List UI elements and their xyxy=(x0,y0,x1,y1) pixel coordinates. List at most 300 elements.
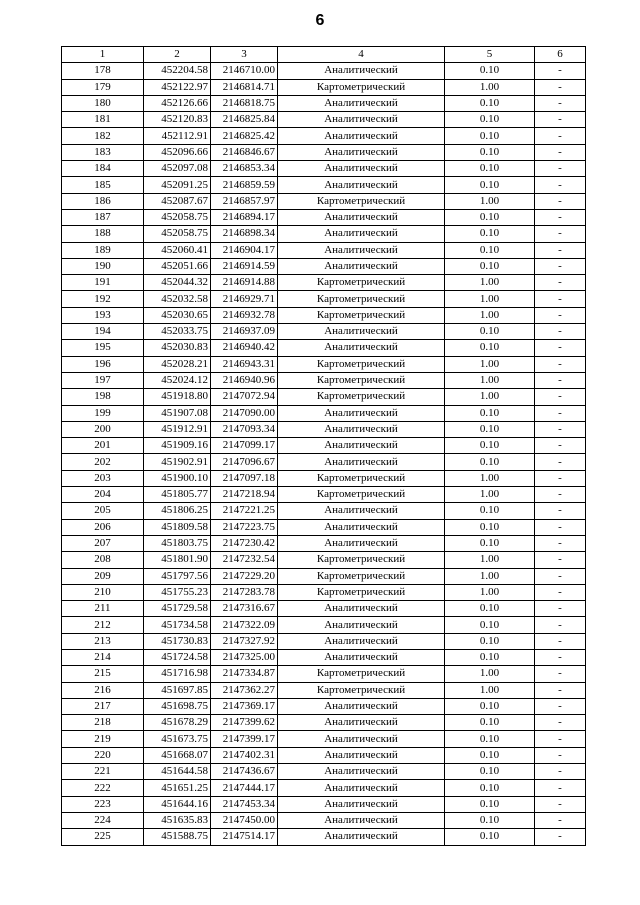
note-cell: - xyxy=(535,144,586,160)
point-number-cell: 221 xyxy=(62,764,144,780)
method-cell: Аналитический xyxy=(278,731,445,747)
method-cell: Картометрический xyxy=(278,193,445,209)
method-cell: Аналитический xyxy=(278,226,445,242)
y-coordinate-cell: 2146932.78 xyxy=(211,307,278,323)
table-row xyxy=(62,796,586,812)
table-row xyxy=(62,438,586,454)
method-cell: Аналитический xyxy=(278,209,445,225)
x-coordinate-cell: 452122.97 xyxy=(144,79,211,95)
table-row xyxy=(62,372,586,388)
method-cell: Аналитический xyxy=(278,112,445,128)
y-coordinate-cell: 2147369.17 xyxy=(211,698,278,714)
page-number: 6 xyxy=(315,12,325,29)
point-number-cell: 185 xyxy=(62,177,144,193)
table-row xyxy=(62,535,586,551)
accuracy-cell: 0.10 xyxy=(445,438,535,454)
x-coordinate-cell: 452030.65 xyxy=(144,307,211,323)
note-cell: - xyxy=(535,63,586,79)
note-cell: - xyxy=(535,503,586,519)
note-cell: - xyxy=(535,209,586,225)
x-coordinate-cell: 451644.58 xyxy=(144,764,211,780)
accuracy-cell: 0.10 xyxy=(445,519,535,535)
accuracy-cell: 0.10 xyxy=(445,601,535,617)
note-cell: - xyxy=(535,438,586,454)
accuracy-cell: 0.10 xyxy=(445,209,535,225)
y-coordinate-cell: 2147097.18 xyxy=(211,470,278,486)
x-coordinate-cell: 452087.67 xyxy=(144,193,211,209)
x-coordinate-cell: 452120.83 xyxy=(144,112,211,128)
y-coordinate-cell: 2146914.59 xyxy=(211,258,278,274)
note-cell: - xyxy=(535,275,586,291)
table-row xyxy=(62,454,586,470)
table-row xyxy=(62,487,586,503)
y-coordinate-cell: 2146814.71 xyxy=(211,79,278,95)
x-coordinate-cell: 452032.58 xyxy=(144,291,211,307)
y-coordinate-cell: 2147072.94 xyxy=(211,389,278,405)
y-coordinate-cell: 2147283.78 xyxy=(211,584,278,600)
y-coordinate-cell: 2146825.84 xyxy=(211,112,278,128)
y-coordinate-cell: 2147090.00 xyxy=(211,405,278,421)
y-coordinate-cell: 2146818.75 xyxy=(211,95,278,111)
x-coordinate-cell: 452058.75 xyxy=(144,209,211,225)
accuracy-cell: 0.10 xyxy=(445,780,535,796)
x-coordinate-cell: 451724.58 xyxy=(144,649,211,665)
table-row xyxy=(62,715,586,731)
accuracy-cell: 0.10 xyxy=(445,144,535,160)
x-coordinate-cell: 452033.75 xyxy=(144,324,211,340)
note-cell: - xyxy=(535,519,586,535)
point-number-cell: 197 xyxy=(62,372,144,388)
table-row xyxy=(62,519,586,535)
table-row xyxy=(62,242,586,258)
point-number-cell: 191 xyxy=(62,275,144,291)
x-coordinate-cell: 451730.83 xyxy=(144,633,211,649)
method-cell: Аналитический xyxy=(278,438,445,454)
y-coordinate-cell: 2146940.96 xyxy=(211,372,278,388)
point-number-cell: 208 xyxy=(62,552,144,568)
method-cell: Аналитический xyxy=(278,95,445,111)
x-coordinate-cell: 451668.07 xyxy=(144,747,211,763)
method-cell: Картометрический xyxy=(278,79,445,95)
note-cell: - xyxy=(535,307,586,323)
method-cell: Аналитический xyxy=(278,258,445,274)
table-row xyxy=(62,258,586,274)
method-cell: Аналитический xyxy=(278,601,445,617)
accuracy-cell: 1.00 xyxy=(445,372,535,388)
point-number-cell: 223 xyxy=(62,796,144,812)
accuracy-cell: 0.10 xyxy=(445,226,535,242)
method-cell: Аналитический xyxy=(278,324,445,340)
method-cell: Аналитический xyxy=(278,633,445,649)
accuracy-cell: 0.10 xyxy=(445,731,535,747)
table-row xyxy=(62,552,586,568)
x-coordinate-cell: 451673.75 xyxy=(144,731,211,747)
method-cell: Аналитический xyxy=(278,242,445,258)
y-coordinate-cell: 2147399.17 xyxy=(211,731,278,747)
x-coordinate-cell: 452051.66 xyxy=(144,258,211,274)
method-cell: Картометрический xyxy=(278,275,445,291)
point-number-cell: 207 xyxy=(62,535,144,551)
table-row xyxy=(62,829,586,845)
table-row xyxy=(62,177,586,193)
y-coordinate-cell: 2147334.87 xyxy=(211,666,278,682)
note-cell: - xyxy=(535,454,586,470)
table-row xyxy=(62,584,586,600)
column-header: 3 xyxy=(211,47,278,63)
y-coordinate-cell: 2146894.17 xyxy=(211,209,278,225)
y-coordinate-cell: 2147444.17 xyxy=(211,780,278,796)
method-cell: Аналитический xyxy=(278,812,445,828)
table-row xyxy=(62,747,586,763)
point-number-cell: 203 xyxy=(62,470,144,486)
y-coordinate-cell: 2147218.94 xyxy=(211,487,278,503)
point-number-cell: 181 xyxy=(62,112,144,128)
method-cell: Аналитический xyxy=(278,128,445,144)
method-cell: Картометрический xyxy=(278,487,445,503)
note-cell: - xyxy=(535,649,586,665)
method-cell: Аналитический xyxy=(278,698,445,714)
x-coordinate-cell: 451900.10 xyxy=(144,470,211,486)
point-number-cell: 209 xyxy=(62,568,144,584)
column-header: 2 xyxy=(144,47,211,63)
method-cell: Аналитический xyxy=(278,535,445,551)
y-coordinate-cell: 2147322.09 xyxy=(211,617,278,633)
accuracy-cell: 0.10 xyxy=(445,128,535,144)
table-row xyxy=(62,666,586,682)
note-cell: - xyxy=(535,552,586,568)
note-cell: - xyxy=(535,421,586,437)
accuracy-cell: 1.00 xyxy=(445,584,535,600)
table-row xyxy=(62,226,586,242)
table-body xyxy=(62,63,586,845)
x-coordinate-cell: 452028.21 xyxy=(144,356,211,372)
x-coordinate-cell: 451588.75 xyxy=(144,829,211,845)
accuracy-cell: 0.10 xyxy=(445,715,535,731)
accuracy-cell: 0.10 xyxy=(445,405,535,421)
column-header: 6 xyxy=(535,47,586,63)
y-coordinate-cell: 2147399.62 xyxy=(211,715,278,731)
method-cell: Картометрический xyxy=(278,389,445,405)
point-number-cell: 184 xyxy=(62,161,144,177)
table-row xyxy=(62,95,586,111)
note-cell: - xyxy=(535,731,586,747)
table-row xyxy=(62,356,586,372)
method-cell: Аналитический xyxy=(278,649,445,665)
accuracy-cell: 1.00 xyxy=(445,487,535,503)
accuracy-cell: 1.00 xyxy=(445,291,535,307)
table-row xyxy=(62,209,586,225)
accuracy-cell: 0.10 xyxy=(445,535,535,551)
accuracy-cell: 1.00 xyxy=(445,307,535,323)
note-cell: - xyxy=(535,372,586,388)
x-coordinate-cell: 451902.91 xyxy=(144,454,211,470)
x-coordinate-cell: 452024.12 xyxy=(144,372,211,388)
table-row xyxy=(62,112,586,128)
point-number-cell: 182 xyxy=(62,128,144,144)
accuracy-cell: 0.10 xyxy=(445,258,535,274)
y-coordinate-cell: 2147436.67 xyxy=(211,764,278,780)
note-cell: - xyxy=(535,796,586,812)
table-row xyxy=(62,617,586,633)
point-number-cell: 212 xyxy=(62,617,144,633)
note-cell: - xyxy=(535,812,586,828)
point-number-cell: 194 xyxy=(62,324,144,340)
method-cell: Аналитический xyxy=(278,519,445,535)
point-number-cell: 190 xyxy=(62,258,144,274)
y-coordinate-cell: 2147093.34 xyxy=(211,421,278,437)
method-cell: Картометрический xyxy=(278,584,445,600)
x-coordinate-cell: 451697.85 xyxy=(144,682,211,698)
method-cell: Картометрический xyxy=(278,372,445,388)
point-number-cell: 188 xyxy=(62,226,144,242)
method-cell: Картометрический xyxy=(278,682,445,698)
x-coordinate-cell: 452091.25 xyxy=(144,177,211,193)
table-row xyxy=(62,682,586,698)
y-coordinate-cell: 2146929.71 xyxy=(211,291,278,307)
x-coordinate-cell: 451644.16 xyxy=(144,796,211,812)
accuracy-cell: 0.10 xyxy=(445,242,535,258)
point-number-cell: 200 xyxy=(62,421,144,437)
coordinates-table xyxy=(61,46,586,846)
y-coordinate-cell: 2146710.00 xyxy=(211,63,278,79)
method-cell: Картометрический xyxy=(278,291,445,307)
point-number-cell: 222 xyxy=(62,780,144,796)
table-row xyxy=(62,421,586,437)
note-cell: - xyxy=(535,356,586,372)
x-coordinate-cell: 452126.66 xyxy=(144,95,211,111)
accuracy-cell: 0.10 xyxy=(445,503,535,519)
x-coordinate-cell: 451909.16 xyxy=(144,438,211,454)
method-cell: Аналитический xyxy=(278,764,445,780)
point-number-cell: 199 xyxy=(62,405,144,421)
note-cell: - xyxy=(535,79,586,95)
y-coordinate-cell: 2147362.27 xyxy=(211,682,278,698)
table-row xyxy=(62,780,586,796)
x-coordinate-cell: 452044.32 xyxy=(144,275,211,291)
x-coordinate-cell: 451805.77 xyxy=(144,487,211,503)
table-row xyxy=(62,161,586,177)
x-coordinate-cell: 451801.90 xyxy=(144,552,211,568)
point-number-cell: 214 xyxy=(62,649,144,665)
point-number-cell: 204 xyxy=(62,487,144,503)
y-coordinate-cell: 2147450.00 xyxy=(211,812,278,828)
accuracy-cell: 0.10 xyxy=(445,698,535,714)
table-row xyxy=(62,389,586,405)
accuracy-cell: 1.00 xyxy=(445,552,535,568)
point-number-cell: 187 xyxy=(62,209,144,225)
y-coordinate-cell: 2146898.34 xyxy=(211,226,278,242)
point-number-cell: 220 xyxy=(62,747,144,763)
x-coordinate-cell: 451698.75 xyxy=(144,698,211,714)
x-coordinate-cell: 451809.58 xyxy=(144,519,211,535)
table-row xyxy=(62,307,586,323)
y-coordinate-cell: 2146853.34 xyxy=(211,161,278,177)
table-row xyxy=(62,698,586,714)
note-cell: - xyxy=(535,698,586,714)
note-cell: - xyxy=(535,324,586,340)
y-coordinate-cell: 2146904.17 xyxy=(211,242,278,258)
method-cell: Картометрический xyxy=(278,552,445,568)
point-number-cell: 179 xyxy=(62,79,144,95)
point-number-cell: 180 xyxy=(62,95,144,111)
point-number-cell: 198 xyxy=(62,389,144,405)
y-coordinate-cell: 2146859.59 xyxy=(211,177,278,193)
x-coordinate-cell: 452112.91 xyxy=(144,128,211,144)
point-number-cell: 178 xyxy=(62,63,144,79)
point-number-cell: 219 xyxy=(62,731,144,747)
x-coordinate-cell: 451907.08 xyxy=(144,405,211,421)
note-cell: - xyxy=(535,291,586,307)
y-coordinate-cell: 2146940.42 xyxy=(211,340,278,356)
y-coordinate-cell: 2146914.88 xyxy=(211,275,278,291)
point-number-cell: 186 xyxy=(62,193,144,209)
note-cell: - xyxy=(535,340,586,356)
note-cell: - xyxy=(535,682,586,698)
note-cell: - xyxy=(535,112,586,128)
method-cell: Аналитический xyxy=(278,454,445,470)
note-cell: - xyxy=(535,95,586,111)
y-coordinate-cell: 2146857.97 xyxy=(211,193,278,209)
accuracy-cell: 0.10 xyxy=(445,340,535,356)
point-number-cell: 211 xyxy=(62,601,144,617)
accuracy-cell: 0.10 xyxy=(445,63,535,79)
method-cell: Аналитический xyxy=(278,503,445,519)
x-coordinate-cell: 452097.08 xyxy=(144,161,211,177)
point-number-cell: 210 xyxy=(62,584,144,600)
accuracy-cell: 0.10 xyxy=(445,95,535,111)
table-row xyxy=(62,503,586,519)
y-coordinate-cell: 2147221.25 xyxy=(211,503,278,519)
x-coordinate-cell: 451797.56 xyxy=(144,568,211,584)
note-cell: - xyxy=(535,470,586,486)
x-coordinate-cell: 452030.83 xyxy=(144,340,211,356)
table-row xyxy=(62,405,586,421)
table-row xyxy=(62,812,586,828)
y-coordinate-cell: 2147325.00 xyxy=(211,649,278,665)
note-cell: - xyxy=(535,764,586,780)
x-coordinate-cell: 451806.25 xyxy=(144,503,211,519)
accuracy-cell: 0.10 xyxy=(445,633,535,649)
note-cell: - xyxy=(535,405,586,421)
accuracy-cell: 1.00 xyxy=(445,193,535,209)
x-coordinate-cell: 452096.66 xyxy=(144,144,211,160)
point-number-cell: 192 xyxy=(62,291,144,307)
table-row xyxy=(62,193,586,209)
table-row xyxy=(62,764,586,780)
table-row xyxy=(62,649,586,665)
method-cell: Картометрический xyxy=(278,470,445,486)
y-coordinate-cell: 2146825.42 xyxy=(211,128,278,144)
point-number-cell: 224 xyxy=(62,812,144,828)
accuracy-cell: 0.10 xyxy=(445,747,535,763)
method-cell: Аналитический xyxy=(278,340,445,356)
point-number-cell: 216 xyxy=(62,682,144,698)
point-number-cell: 205 xyxy=(62,503,144,519)
accuracy-cell: 0.10 xyxy=(445,324,535,340)
note-cell: - xyxy=(535,829,586,845)
column-header: 5 xyxy=(445,47,535,63)
y-coordinate-cell: 2146846.67 xyxy=(211,144,278,160)
table-row xyxy=(62,324,586,340)
method-cell: Картометрический xyxy=(278,666,445,682)
point-number-cell: 183 xyxy=(62,144,144,160)
table-row xyxy=(62,601,586,617)
method-cell: Аналитический xyxy=(278,715,445,731)
note-cell: - xyxy=(535,780,586,796)
y-coordinate-cell: 2146937.09 xyxy=(211,324,278,340)
table-row xyxy=(62,731,586,747)
x-coordinate-cell: 451635.83 xyxy=(144,812,211,828)
x-coordinate-cell: 451755.23 xyxy=(144,584,211,600)
accuracy-cell: 1.00 xyxy=(445,470,535,486)
table-row xyxy=(62,275,586,291)
y-coordinate-cell: 2147316.67 xyxy=(211,601,278,617)
method-cell: Аналитический xyxy=(278,161,445,177)
note-cell: - xyxy=(535,633,586,649)
accuracy-cell: 0.10 xyxy=(445,112,535,128)
method-cell: Аналитический xyxy=(278,829,445,845)
point-number-cell: 201 xyxy=(62,438,144,454)
point-number-cell: 215 xyxy=(62,666,144,682)
method-cell: Аналитический xyxy=(278,617,445,633)
x-coordinate-cell: 451918.80 xyxy=(144,389,211,405)
table-header-row xyxy=(62,47,586,63)
y-coordinate-cell: 2147099.17 xyxy=(211,438,278,454)
table-row xyxy=(62,291,586,307)
note-cell: - xyxy=(535,715,586,731)
note-cell: - xyxy=(535,535,586,551)
method-cell: Аналитический xyxy=(278,63,445,79)
note-cell: - xyxy=(535,389,586,405)
y-coordinate-cell: 2146943.31 xyxy=(211,356,278,372)
accuracy-cell: 0.10 xyxy=(445,617,535,633)
method-cell: Аналитический xyxy=(278,796,445,812)
method-cell: Аналитический xyxy=(278,747,445,763)
note-cell: - xyxy=(535,568,586,584)
table-row xyxy=(62,128,586,144)
point-number-cell: 202 xyxy=(62,454,144,470)
y-coordinate-cell: 2147229.20 xyxy=(211,568,278,584)
y-coordinate-cell: 2147223.75 xyxy=(211,519,278,535)
note-cell: - xyxy=(535,193,586,209)
point-number-cell: 217 xyxy=(62,698,144,714)
point-number-cell: 189 xyxy=(62,242,144,258)
accuracy-cell: 0.10 xyxy=(445,177,535,193)
note-cell: - xyxy=(535,161,586,177)
accuracy-cell: 1.00 xyxy=(445,682,535,698)
accuracy-cell: 1.00 xyxy=(445,275,535,291)
note-cell: - xyxy=(535,226,586,242)
table-row xyxy=(62,63,586,79)
x-coordinate-cell: 452204.58 xyxy=(144,63,211,79)
accuracy-cell: 0.10 xyxy=(445,812,535,828)
x-coordinate-cell: 451716.98 xyxy=(144,666,211,682)
note-cell: - xyxy=(535,258,586,274)
note-cell: - xyxy=(535,666,586,682)
column-header: 4 xyxy=(278,47,445,63)
point-number-cell: 206 xyxy=(62,519,144,535)
x-coordinate-cell: 452060.41 xyxy=(144,242,211,258)
method-cell: Аналитический xyxy=(278,421,445,437)
table-row xyxy=(62,79,586,95)
note-cell: - xyxy=(535,128,586,144)
method-cell: Картометрический xyxy=(278,307,445,323)
note-cell: - xyxy=(535,242,586,258)
x-coordinate-cell: 451678.29 xyxy=(144,715,211,731)
method-cell: Аналитический xyxy=(278,405,445,421)
point-number-cell: 225 xyxy=(62,829,144,845)
table-row xyxy=(62,144,586,160)
